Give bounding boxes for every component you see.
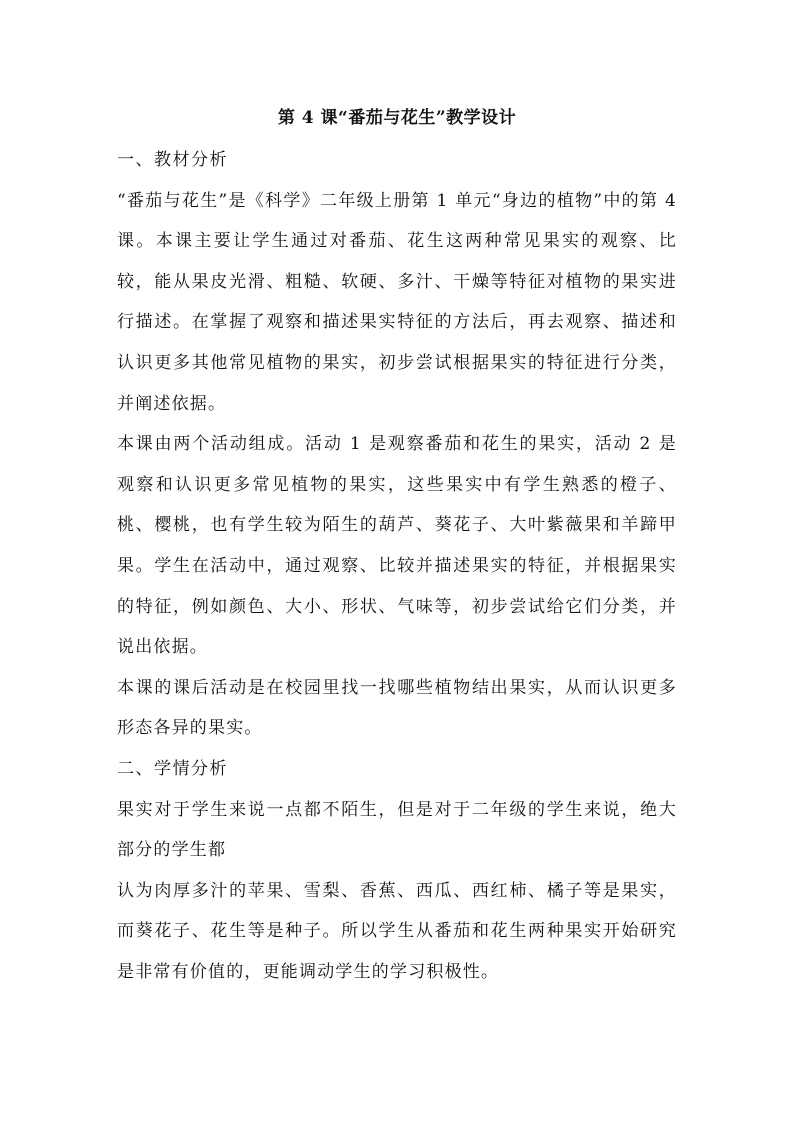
paragraph-after-class-activity: 本课的课后活动是在校园里找一找哪些植物结出果实，从而认识更多形态各异的果实。 (117, 677, 677, 739)
paragraph-student-familiarity: 果实对于学生来说一点都不陌生，但是对于二年级的学生来说，绝大部分的学生都 (117, 799, 677, 861)
section-heading-textbook-analysis: 一、教材分析 (117, 150, 228, 170)
section-heading-student-analysis: 二、学情分析 (117, 758, 228, 779)
paragraph-student-misconception: 认为肉厚多汁的苹果、雪梨、香蕉、西瓜、西红柿、橘子等是果实，而葵花子、花生等是种子。所以学生从番茄和花生两种果实开始研究是非常有价值的，更能调动学生的学习积极性。 (117, 880, 677, 982)
document-body (117, 140, 677, 992)
document-title: 第 4 课“番茄与花生”教学设计 (277, 108, 517, 128)
paragraph-textbook-overview: “番茄与花生”是《科学》二年级上册第 1 单元“身边的植物”中的第 4 课。本课主要让学生通过对番茄、花生这两种常见果实的观察、比较，能从果皮光滑、粗糙、软硬、多汁、干燥等特征对植物的果实进行描述。在掌握了观察和描述果实特征的方法后，再去观察、描述和认识更多其他常见植物的果实，初步尝试根据果实的特征进行分类，并阐述依据。 (117, 190, 677, 414)
paragraph-activities: 本课由两个活动组成。活动 1 是观察番茄和花生的果实，活动 2 是观察和认识更多常见植物的果实，这些果实中有学生熟悉的橙子、桃、樱桃，也有学生较为陌生的葫芦、葵花子、大叶紫薇果和羊蹄甲果。学生在活动中，通过观察、比较并描述果实的特征，并根据果实的特征，例如颜色、大小、形状、气味等，初步尝试给它们分类，并说出依据。 (117, 434, 677, 658)
